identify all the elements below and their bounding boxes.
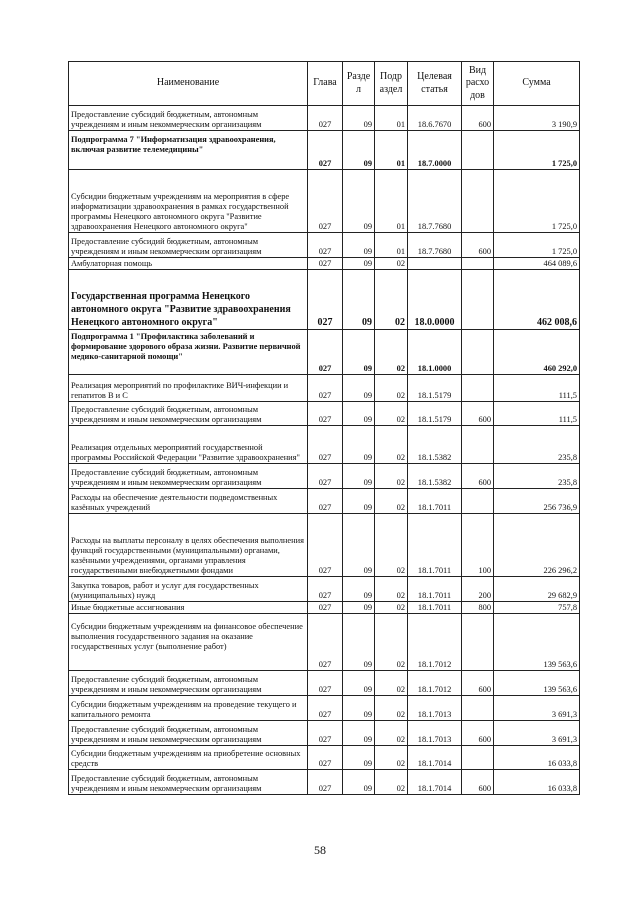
- row-target: 18.1.7014: [408, 770, 462, 795]
- header-target: Целевая статья: [408, 62, 462, 106]
- row-target: [408, 258, 462, 270]
- row-name: Предоставление субсидий бюджетным, автономным учреждениям и иным некоммерческим организациям: [69, 402, 308, 426]
- row-section: 09: [343, 258, 375, 270]
- table-row: [69, 746, 580, 770]
- row-sum: 139 563,6: [494, 671, 580, 696]
- table-row: [69, 696, 580, 721]
- row-name: Иные бюджетные ассигнования: [69, 602, 308, 614]
- row-section: 09: [343, 170, 375, 233]
- row-name: Субсидии бюджетным учреждениям на финансовое обеспечение выполнения государственного задания на оказание государственных услуг (выполнение работ): [69, 614, 308, 671]
- header-name: Наименование: [69, 62, 308, 106]
- row-subsection: 02: [375, 489, 408, 514]
- row-sum: 139 563,6: [494, 614, 580, 671]
- row-chapter: 027: [308, 131, 343, 170]
- row-expense-type: 600: [462, 721, 494, 746]
- row-chapter: 027: [308, 270, 343, 330]
- row-subsection: 02: [375, 696, 408, 721]
- row-name: Подпрограмма 7 "Информатизация здравоохранения, включая развитие телемедицины": [69, 131, 308, 170]
- header-subsection: Подр аздел: [375, 62, 408, 106]
- row-sum: 1 725,0: [494, 233, 580, 258]
- row-name: Амбулаторная помощь: [69, 258, 308, 270]
- row-name: Подпрограмма 1 "Профилактика заболеваний и формирование здорового образа жизни. Развитие первичной медико-санитарной помощи": [69, 330, 308, 375]
- row-name: Реализация мероприятий по профилактике ВИЧ-инфекции и гепатитов В и С: [69, 375, 308, 402]
- row-target: 18.1.7014: [408, 746, 462, 770]
- row-section: 09: [343, 464, 375, 489]
- row-chapter: 027: [308, 330, 343, 375]
- table-row: [69, 614, 580, 671]
- row-chapter: 027: [308, 514, 343, 577]
- row-sum: 16 033,8: [494, 770, 580, 795]
- row-section: 09: [343, 746, 375, 770]
- row-sum: 3 691,3: [494, 696, 580, 721]
- row-sum: 226 296,2: [494, 514, 580, 577]
- row-name: Предоставление субсидий бюджетным, автономным учреждениям и иным некоммерческим организациям: [69, 671, 308, 696]
- row-subsection: 01: [375, 131, 408, 170]
- row-section: 09: [343, 671, 375, 696]
- table-row: [69, 721, 580, 746]
- table-row: [69, 514, 580, 577]
- row-expense-type: [462, 258, 494, 270]
- table-row: [69, 330, 580, 375]
- row-target: 18.1.7013: [408, 696, 462, 721]
- row-chapter: 027: [308, 696, 343, 721]
- row-chapter: 027: [308, 233, 343, 258]
- row-expense-type: [462, 270, 494, 330]
- row-sum: 111,5: [494, 375, 580, 402]
- row-expense-type: 600: [462, 402, 494, 426]
- table-row: [69, 464, 580, 489]
- row-subsection: 02: [375, 258, 408, 270]
- row-expense-type: 600: [462, 671, 494, 696]
- row-chapter: 027: [308, 746, 343, 770]
- row-chapter: 027: [308, 602, 343, 614]
- row-chapter: 027: [308, 489, 343, 514]
- table-row: [69, 426, 580, 464]
- row-name: Предоставление субсидий бюджетным, автономным учреждениям и иным некоммерческим организациям: [69, 464, 308, 489]
- row-sum: 3 691,3: [494, 721, 580, 746]
- row-expense-type: 800: [462, 602, 494, 614]
- row-subsection: 02: [375, 671, 408, 696]
- table-row: [69, 233, 580, 258]
- row-section: 09: [343, 270, 375, 330]
- row-name: Предоставление субсидий бюджетным, автономным учреждениям и иным некоммерческим организациям: [69, 721, 308, 746]
- row-expense-type: 100: [462, 514, 494, 577]
- row-chapter: 027: [308, 170, 343, 233]
- table-row: [69, 402, 580, 426]
- row-section: 09: [343, 614, 375, 671]
- row-subsection: 02: [375, 577, 408, 602]
- row-section: 09: [343, 402, 375, 426]
- row-name: Субсидии бюджетным учреждениям на мероприятия в сфере информатизации здравоохранения в рамках государственной программы Ненецкого автономного округа "Развитие здравоохранения Ненецкого автономного округа": [69, 170, 308, 233]
- row-sum: 1 725,0: [494, 170, 580, 233]
- row-chapter: 027: [308, 426, 343, 464]
- row-expense-type: [462, 746, 494, 770]
- table-row: [69, 602, 580, 614]
- row-section: 09: [343, 375, 375, 402]
- row-chapter: 027: [308, 577, 343, 602]
- row-target: 18.1.7011: [408, 602, 462, 614]
- row-target: 18.1.7012: [408, 614, 462, 671]
- row-subsection: 02: [375, 602, 408, 614]
- header-section: Разде л: [343, 62, 375, 106]
- row-name: Предоставление субсидий бюджетным, автономным учреждениям и иным некоммерческим организациям: [69, 106, 308, 131]
- row-subsection: 02: [375, 721, 408, 746]
- budget-table: [68, 61, 580, 795]
- table-row: [69, 258, 580, 270]
- row-name: Субсидии бюджетным учреждениям на приобретение основных средств: [69, 746, 308, 770]
- row-section: 09: [343, 330, 375, 375]
- row-chapter: 027: [308, 614, 343, 671]
- row-target: 18.1.7011: [408, 577, 462, 602]
- row-subsection: 01: [375, 170, 408, 233]
- row-section: 09: [343, 514, 375, 577]
- row-sum: 256 736,9: [494, 489, 580, 514]
- row-name: Реализация отдельных мероприятий государственной программы Российской Федерации "Развитие здравоохранения": [69, 426, 308, 464]
- row-target: 18.1.7011: [408, 489, 462, 514]
- table-row: [69, 270, 580, 330]
- row-target: 18.0.0000: [408, 270, 462, 330]
- row-subsection: 02: [375, 770, 408, 795]
- row-subsection: 02: [375, 746, 408, 770]
- row-section: 09: [343, 106, 375, 131]
- row-sum: 460 292,0: [494, 330, 580, 375]
- row-subsection: 02: [375, 614, 408, 671]
- row-expense-type: [462, 131, 494, 170]
- row-sum: 29 682,9: [494, 577, 580, 602]
- table-row: [69, 375, 580, 402]
- row-subsection: 02: [375, 330, 408, 375]
- row-name: Субсидии бюджетным учреждениям на проведение текущего и капитального ремонта: [69, 696, 308, 721]
- row-target: 18.1.7011: [408, 514, 462, 577]
- row-target: 18.6.7670: [408, 106, 462, 131]
- table-row: [69, 170, 580, 233]
- row-name: Расходы на выплаты персоналу в целях обеспечения выполнения функций государственными (муниципальными) органами, казёнными учреждениями, органами управления государственными внебюджетными фондами: [69, 514, 308, 577]
- row-chapter: 027: [308, 770, 343, 795]
- row-expense-type: [462, 614, 494, 671]
- row-expense-type: 600: [462, 770, 494, 795]
- row-chapter: 027: [308, 402, 343, 426]
- row-expense-type: [462, 330, 494, 375]
- row-target: 18.1.0000: [408, 330, 462, 375]
- row-target: 18.1.7012: [408, 671, 462, 696]
- row-section: 09: [343, 577, 375, 602]
- row-subsection: 02: [375, 402, 408, 426]
- row-name: Закупка товаров, работ и услуг для государственных (муниципальных) нужд: [69, 577, 308, 602]
- row-sum: 3 190,9: [494, 106, 580, 131]
- row-sum: 757,8: [494, 602, 580, 614]
- header-expense-type: Вид расхо дов: [462, 62, 494, 106]
- table-row: [69, 770, 580, 795]
- row-section: 09: [343, 131, 375, 170]
- row-expense-type: [462, 170, 494, 233]
- row-section: 09: [343, 489, 375, 514]
- row-chapter: 027: [308, 375, 343, 402]
- table-row: [69, 131, 580, 170]
- row-section: 09: [343, 426, 375, 464]
- table-row: [69, 671, 580, 696]
- row-name: Предоставление субсидий бюджетным, автономным учреждениям и иным некоммерческим организациям: [69, 233, 308, 258]
- row-target: 18.1.5179: [408, 375, 462, 402]
- row-chapter: 027: [308, 721, 343, 746]
- row-expense-type: [462, 489, 494, 514]
- row-section: 09: [343, 696, 375, 721]
- table-row: [69, 577, 580, 602]
- row-subsection: 01: [375, 106, 408, 131]
- row-section: 09: [343, 721, 375, 746]
- row-section: 09: [343, 770, 375, 795]
- row-expense-type: 600: [462, 106, 494, 131]
- header-sum: Сумма: [494, 62, 580, 106]
- row-expense-type: [462, 375, 494, 402]
- row-subsection: 02: [375, 375, 408, 402]
- row-target: 18.7.7680: [408, 233, 462, 258]
- table-row: [69, 489, 580, 514]
- row-chapter: 027: [308, 671, 343, 696]
- row-target: 18.7.0000: [408, 131, 462, 170]
- row-chapter: 027: [308, 106, 343, 131]
- row-name: Предоставление субсидий бюджетным, автономным учреждениям и иным некоммерческим организациям: [69, 770, 308, 795]
- row-target: 18.7.7680: [408, 170, 462, 233]
- row-target: 18.1.7013: [408, 721, 462, 746]
- row-target: 18.1.5179: [408, 402, 462, 426]
- table-header-row: [69, 62, 580, 106]
- row-subsection: 02: [375, 514, 408, 577]
- row-section: 09: [343, 233, 375, 258]
- row-target: 18.1.5382: [408, 426, 462, 464]
- row-target: 18.1.5382: [408, 464, 462, 489]
- row-sum: 16 033,8: [494, 746, 580, 770]
- row-subsection: 02: [375, 464, 408, 489]
- row-subsection: 01: [375, 233, 408, 258]
- table-row: [69, 106, 580, 131]
- row-sum: 462 008,6: [494, 270, 580, 330]
- row-expense-type: 200: [462, 577, 494, 602]
- row-subsection: 02: [375, 426, 408, 464]
- row-section: 09: [343, 602, 375, 614]
- row-subsection: 02: [375, 270, 408, 330]
- row-sum: 235,8: [494, 426, 580, 464]
- row-sum: 464 089,6: [494, 258, 580, 270]
- row-sum: 1 725,0: [494, 131, 580, 170]
- row-chapter: 027: [308, 258, 343, 270]
- row-expense-type: 600: [462, 464, 494, 489]
- row-sum: 111,5: [494, 402, 580, 426]
- row-expense-type: 600: [462, 233, 494, 258]
- row-name: Государственная программа Ненецкого автономного округа "Развитие здравоохранения Ненецкого автономного округа": [69, 270, 308, 330]
- page-number: 58: [314, 843, 326, 857]
- row-expense-type: [462, 426, 494, 464]
- row-expense-type: [462, 696, 494, 721]
- row-chapter: 027: [308, 464, 343, 489]
- header-chapter: Глава: [308, 62, 343, 106]
- row-name: Расходы на обеспечение деятельности подведомственных казённых учреждений: [69, 489, 308, 514]
- row-sum: 235,8: [494, 464, 580, 489]
